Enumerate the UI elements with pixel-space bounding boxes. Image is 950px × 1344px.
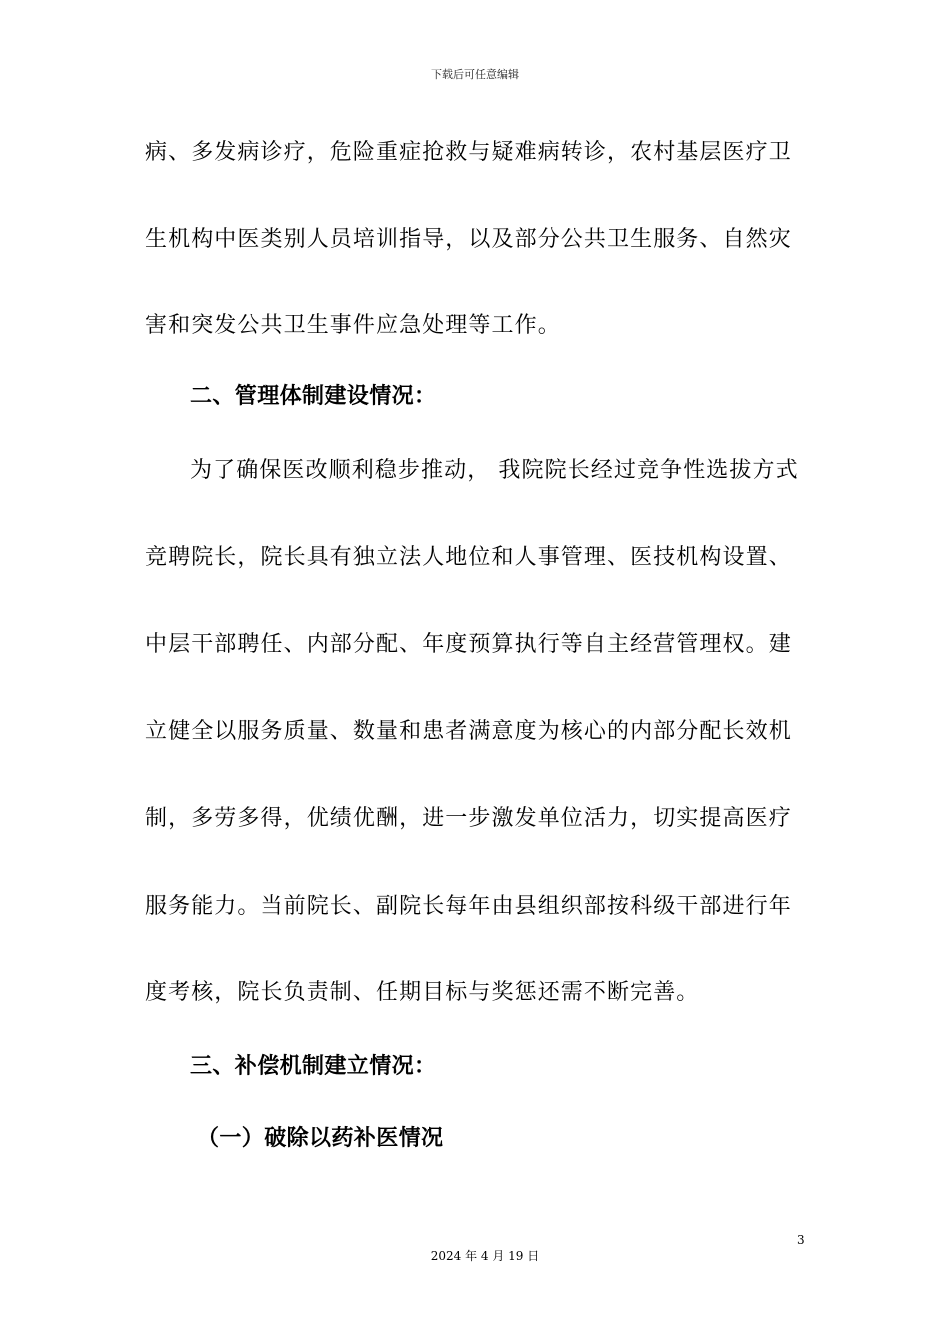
paragraph-line: 制，多劳多得，优绩优酬，进一步激发单位活力，切实提高医疗 [145,806,792,831]
footer-date: 2024 年 4 月 19 日 [430,1249,540,1263]
paragraph-line: 竞聘院长，院长具有独立法人地位和人事管理、医技机构设置、 [145,545,792,570]
paragraph-line: 立健全以服务质量、数量和患者满意度为核心的内部分配长效机 [145,719,792,744]
section-heading-management: 二、管理体制建设情况： [190,384,437,409]
paragraph-line: 病、多发病诊疗，危险重症抢救与疑难病转诊，农村基层医疗卫 [145,140,792,165]
section-heading-compensation: 三、补偿机制建立情况： [190,1054,437,1079]
paragraph-line: 害和突发公共卫生事件应急处理等工作。 [145,313,561,338]
paragraph-line: 为了确保医改顺利稳步推动， 我院院长经过竞争性选拔方式 [190,458,799,483]
paragraph-line: 中层干部聘任、内部分配、年度预算执行等自主经营管理权。建 [145,632,792,657]
page-number: 3 [797,1233,805,1247]
subsection-heading: （一）破除以药补医情况 [197,1126,444,1151]
page-header: 下载后可任意编辑 [431,68,519,81]
paragraph-line: 度考核，院长负责制、任期目标与奖惩还需不断完善。 [145,980,700,1005]
paragraph-line: 服务能力。当前院长、副院长每年由县组织部按科级干部进行年 [145,894,792,919]
paragraph-line: 生机构中医类别人员培训指导，以及部分公共卫生服务、自然灾 [145,227,792,252]
